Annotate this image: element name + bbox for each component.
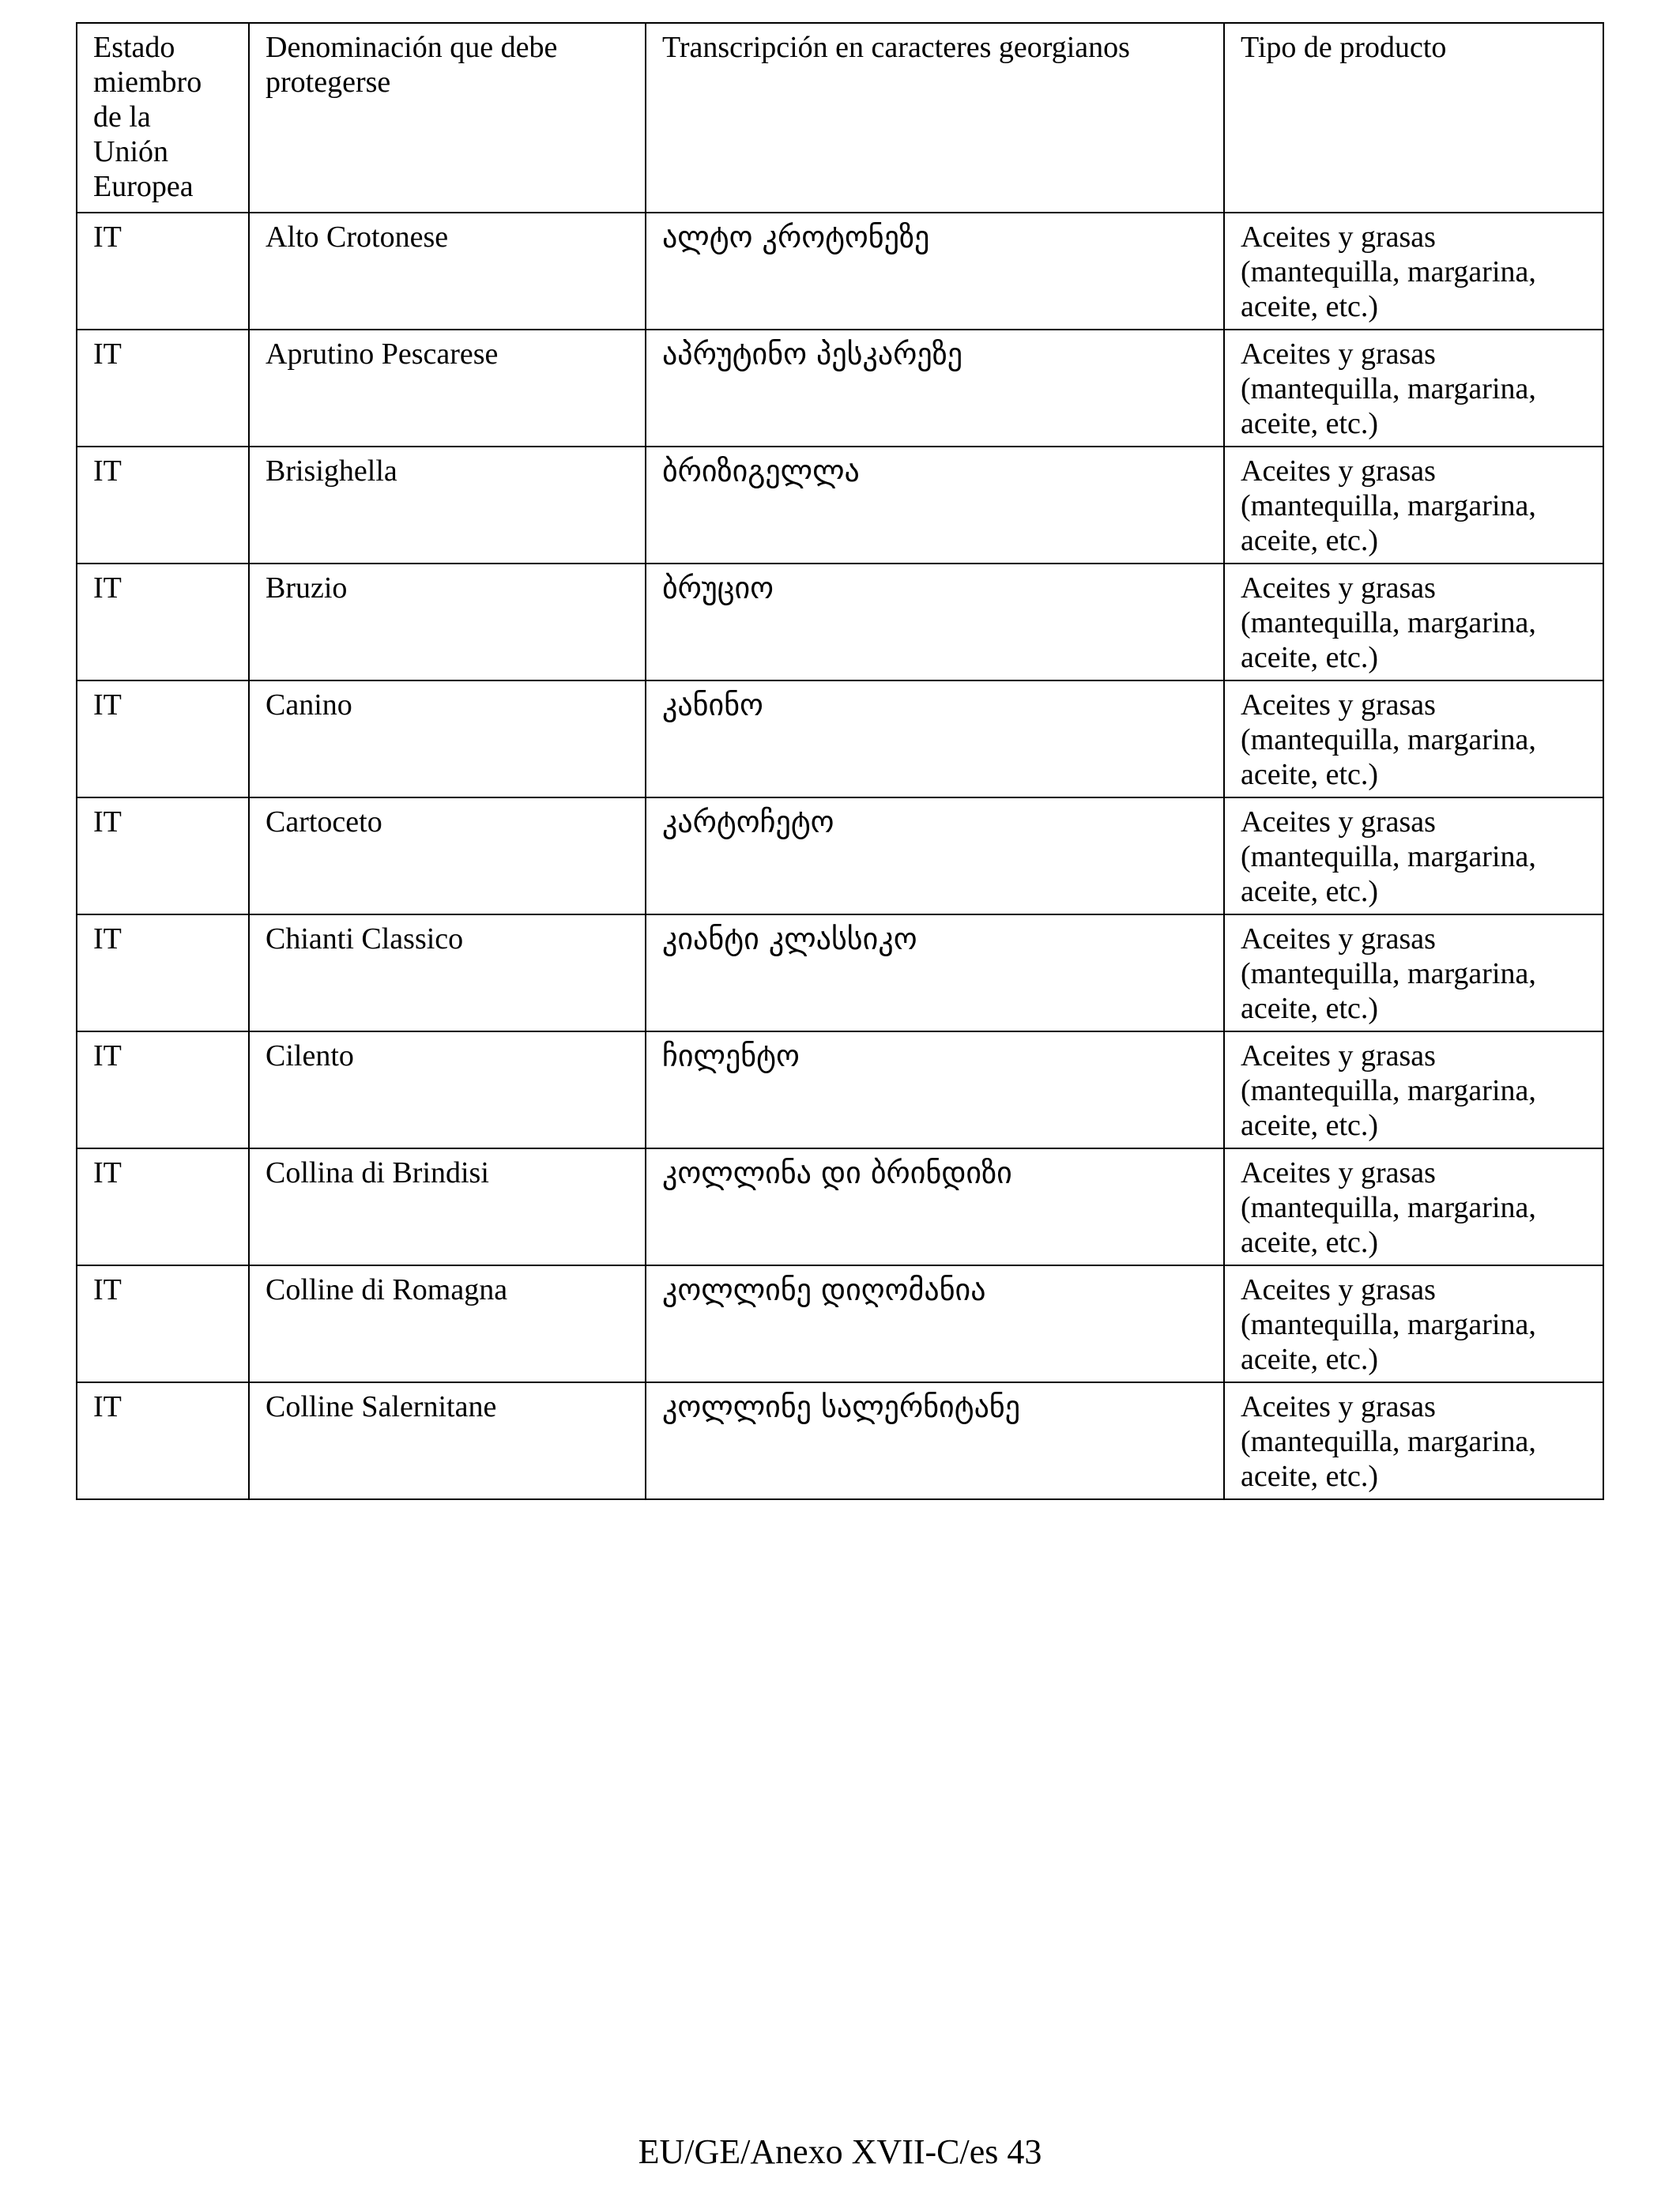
cell-member-state: IT bbox=[77, 447, 249, 564]
cell-denomination: Cilento bbox=[249, 1031, 646, 1148]
table-row bbox=[77, 1148, 1603, 1265]
page-footer: EU/GE/Anexo XVII-C/es 43 bbox=[638, 2132, 1042, 2171]
cell-member-state: IT bbox=[77, 330, 249, 447]
cell-product-type: Aceites y grasas (mantequilla, margarina, aceite, etc.) bbox=[1224, 797, 1603, 914]
header-product-type: Tipo de producto bbox=[1224, 23, 1603, 213]
header-denomination: Denominación que debe protegerse bbox=[249, 23, 646, 213]
table-row bbox=[77, 914, 1603, 1031]
cell-georgian-transcription: აპრუტინო პესკარეზე bbox=[646, 330, 1224, 447]
cell-product-type: Aceites y grasas (mantequilla, margarina, aceite, etc.) bbox=[1224, 1382, 1603, 1499]
table-row bbox=[77, 213, 1603, 330]
cell-member-state: IT bbox=[77, 213, 249, 330]
cell-product-type: Aceites y grasas (mantequilla, margarina, aceite, etc.) bbox=[1224, 564, 1603, 680]
cell-georgian-transcription: კოლლინე დიღომანია bbox=[646, 1265, 1224, 1382]
cell-denomination: Aprutino Pescarese bbox=[249, 330, 646, 447]
cell-georgian-transcription: ბრუციო bbox=[646, 564, 1224, 680]
table-row bbox=[77, 330, 1603, 447]
cell-product-type: Aceites y grasas (mantequilla, margarina, aceite, etc.) bbox=[1224, 914, 1603, 1031]
cell-georgian-transcription: კიანტი კლასსიკო bbox=[646, 914, 1224, 1031]
cell-member-state: IT bbox=[77, 797, 249, 914]
cell-denomination: Colline Salernitane bbox=[249, 1382, 646, 1499]
cell-georgian-transcription: ალტო კროტონეზე bbox=[646, 213, 1224, 330]
cell-product-type: Aceites y grasas (mantequilla, margarina, aceite, etc.) bbox=[1224, 1031, 1603, 1148]
cell-denomination: Canino bbox=[249, 680, 646, 797]
cell-member-state: IT bbox=[77, 680, 249, 797]
cell-georgian-transcription: კოლლინა დი ბრინდიზი bbox=[646, 1148, 1224, 1265]
geographical-indications-table bbox=[76, 22, 1604, 1500]
cell-product-type: Aceites y grasas (mantequilla, margarina, aceite, etc.) bbox=[1224, 213, 1603, 330]
cell-product-type: Aceites y grasas (mantequilla, margarina, aceite, etc.) bbox=[1224, 1265, 1603, 1382]
table-row bbox=[77, 447, 1603, 564]
cell-denomination: Bruzio bbox=[249, 564, 646, 680]
table-row bbox=[77, 680, 1603, 797]
cell-member-state: IT bbox=[77, 1148, 249, 1265]
cell-member-state: IT bbox=[77, 914, 249, 1031]
table-row bbox=[77, 1382, 1603, 1499]
table-row bbox=[77, 1265, 1603, 1382]
cell-denomination: Colline di Romagna bbox=[249, 1265, 646, 1382]
header-member-state: Estado miembro de la Unión Europea bbox=[77, 23, 249, 213]
cell-denomination: Alto Crotonese bbox=[249, 213, 646, 330]
cell-denomination: Cartoceto bbox=[249, 797, 646, 914]
cell-member-state: IT bbox=[77, 1265, 249, 1382]
cell-georgian-transcription: კოლლინე სალერნიტანე bbox=[646, 1382, 1224, 1499]
cell-georgian-transcription: ჩილენტო bbox=[646, 1031, 1224, 1148]
cell-denomination: Collina di Brindisi bbox=[249, 1148, 646, 1265]
cell-product-type: Aceites y grasas (mantequilla, margarina, aceite, etc.) bbox=[1224, 447, 1603, 564]
cell-product-type: Aceites y grasas (mantequilla, margarina, aceite, etc.) bbox=[1224, 680, 1603, 797]
cell-product-type: Aceites y grasas (mantequilla, margarina, aceite, etc.) bbox=[1224, 330, 1603, 447]
cell-member-state: IT bbox=[77, 1382, 249, 1499]
cell-member-state: IT bbox=[77, 564, 249, 680]
header-georgian-transcription: Transcripción en caracteres georgianos bbox=[646, 23, 1224, 213]
table-row bbox=[77, 797, 1603, 914]
table-row bbox=[77, 1031, 1603, 1148]
cell-georgian-transcription: კარტოჩეტო bbox=[646, 797, 1224, 914]
cell-denomination: Brisighella bbox=[249, 447, 646, 564]
cell-denomination: Chianti Classico bbox=[249, 914, 646, 1031]
cell-georgian-transcription: კანინო bbox=[646, 680, 1224, 797]
table-header-row bbox=[77, 23, 1603, 213]
table-row bbox=[77, 564, 1603, 680]
cell-member-state: IT bbox=[77, 1031, 249, 1148]
cell-georgian-transcription: ბრიზიგელლა bbox=[646, 447, 1224, 564]
cell-product-type: Aceites y grasas (mantequilla, margarina, aceite, etc.) bbox=[1224, 1148, 1603, 1265]
